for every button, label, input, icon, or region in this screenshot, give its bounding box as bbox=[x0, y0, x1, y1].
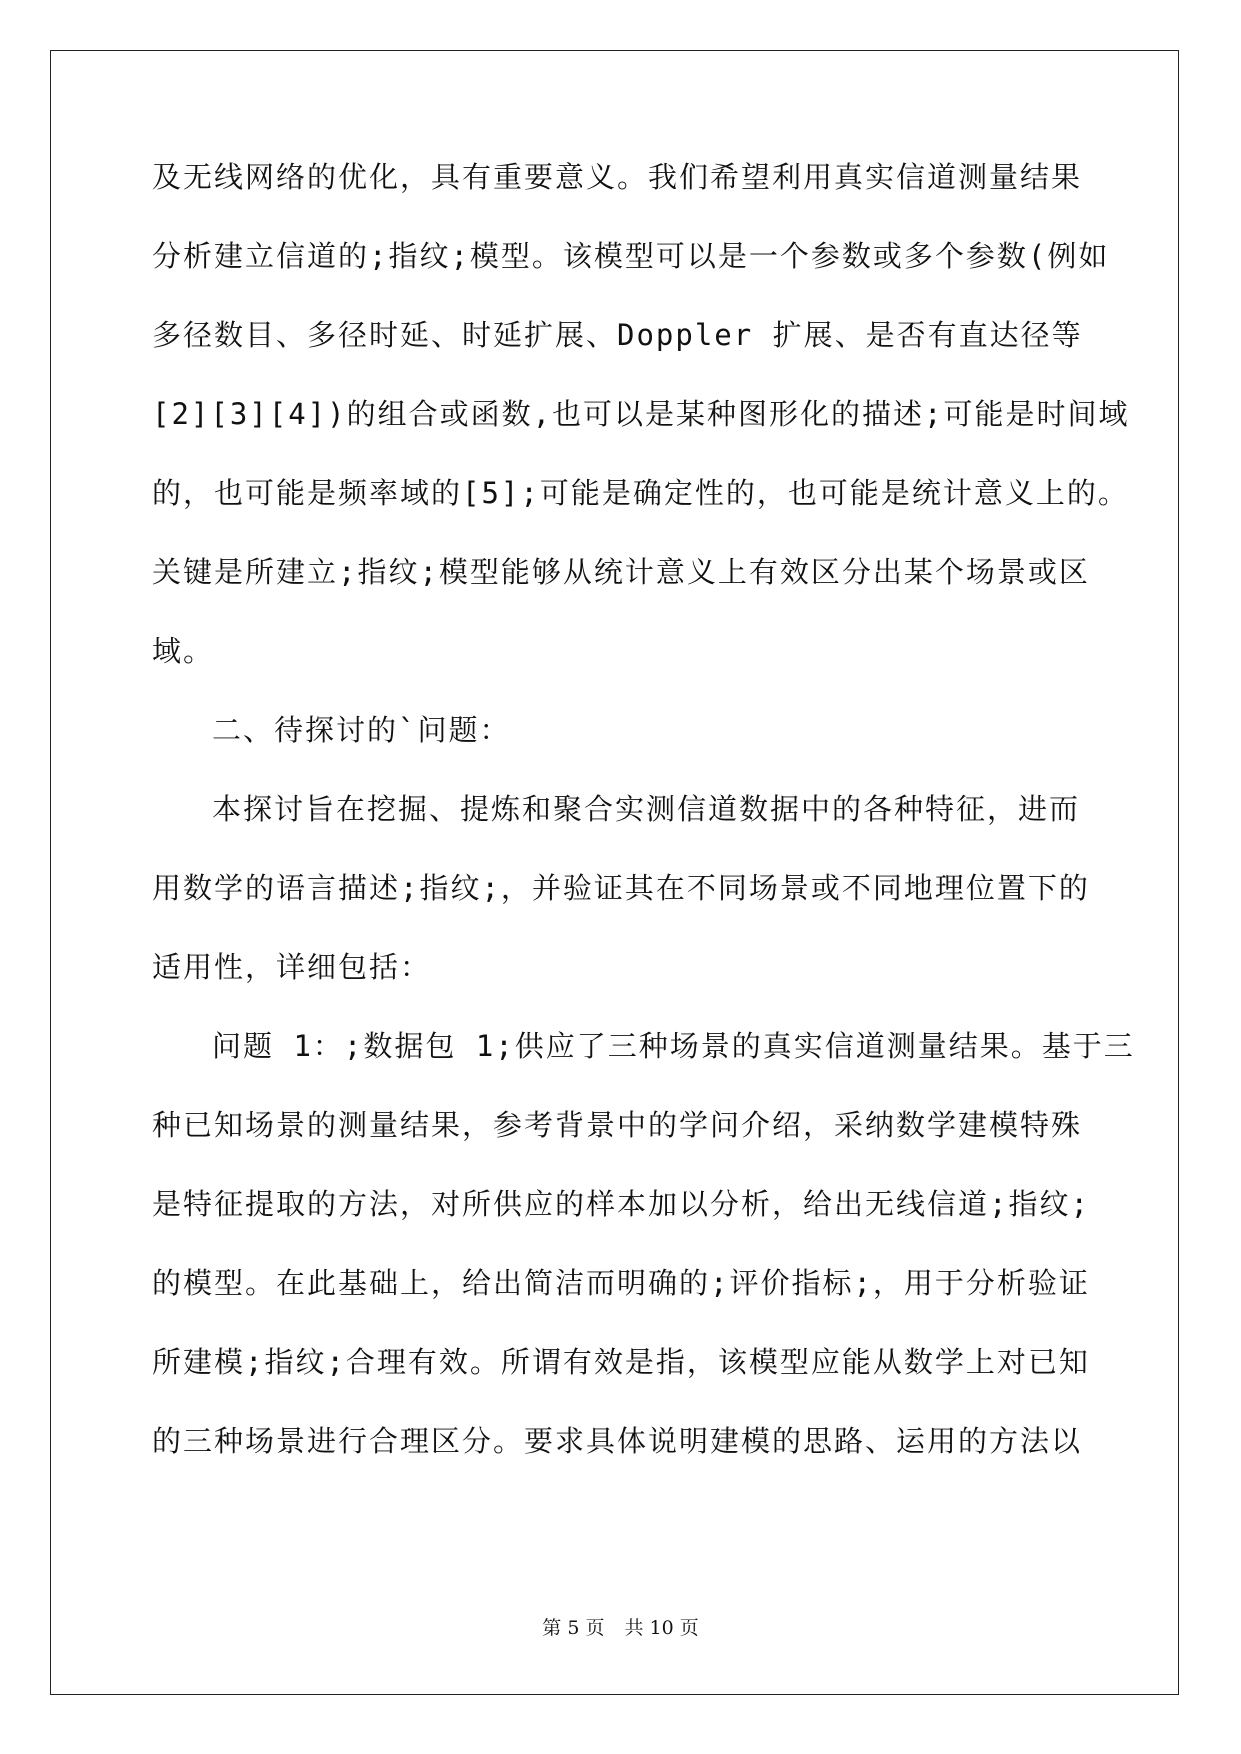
page-footer bbox=[0, 1613, 1241, 1640]
text-line: 的，也可能是频率域的[5];可能是确定性的，也可能是统计意义上的。 bbox=[152, 476, 1129, 510]
text-line: 的模型。在此基础上，给出简洁而明确的;评价指标;，用于分析验证 bbox=[152, 1266, 1090, 1300]
text-line: 是特征提取的方法，对所供应的样本加以分析，给出无线信道;指纹; bbox=[152, 1187, 1090, 1221]
section-heading: 二、待探讨的`问题： bbox=[212, 713, 511, 747]
paragraph-start-line: 本探讨旨在挖掘、提炼和聚合实测信道数据中的各种特征，进而 bbox=[212, 792, 1081, 826]
text-line: 及无线网络的优化，具有重要意义。我们希望利用真实信道测量结果 bbox=[152, 160, 1083, 194]
text-line: 分析建立信道的;指纹;模型。该模型可以是一个参数或多个参数(例如 bbox=[152, 239, 1110, 273]
document-body bbox=[152, 160, 1135, 1505]
text-line: 域。 bbox=[152, 634, 215, 668]
text-line: [2][3][4])的组合或函数,也可以是某种图形化的描述;可能是时间域 bbox=[152, 397, 1130, 431]
page-number: 第 5 页 bbox=[542, 1617, 605, 1639]
text-line: 的三种场景进行合理区分。要求具体说明建模的思路、运用的方法以 bbox=[152, 1424, 1083, 1458]
text-line: 用数学的语言描述;指纹;，并验证其在不同场景或不同地理位置下的 bbox=[152, 871, 1090, 905]
text-line: 多径数目、多径时延、时延扩展、Doppler 扩展、是否有直达径等 bbox=[152, 318, 1083, 352]
paragraph-start-line: 问题 1：;数据包 1;供应了三种场景的真实信道测量结果。基于三 bbox=[212, 1029, 1135, 1063]
text-line: 种已知场景的测量结果，参考背景中的学问介绍，采纳数学建模特殊 bbox=[152, 1108, 1083, 1142]
text-line: 所建模;指纹;合理有效。所谓有效是指，该模型应能从数学上对已知 bbox=[152, 1345, 1090, 1379]
text-line: 关键是所建立;指纹;模型能够从统计意义上有效区分出某个场景或区 bbox=[152, 555, 1090, 589]
text-line: 适用性，详细包括： bbox=[152, 950, 432, 984]
page-total: 共 10 页 bbox=[624, 1617, 699, 1639]
